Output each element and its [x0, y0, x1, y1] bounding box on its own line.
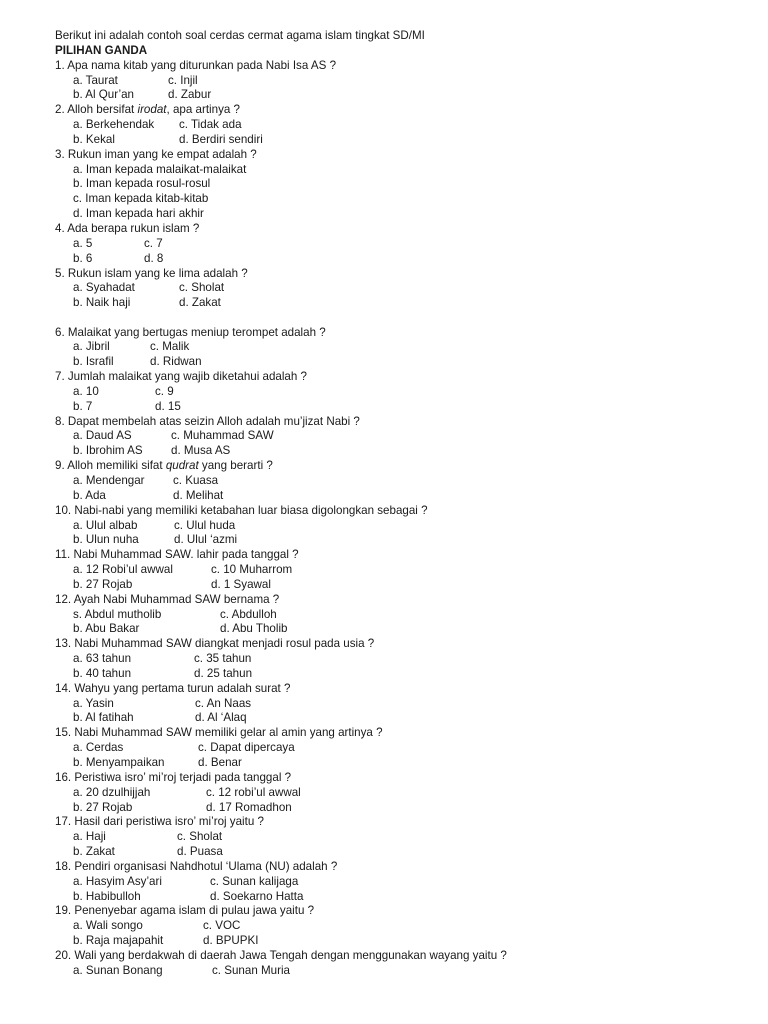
- answer-option: c. Sunan kalijaga: [210, 874, 299, 888]
- answer-option: b. Ulun nuha: [73, 533, 139, 547]
- answer-row: [55, 786, 755, 801]
- answer-option: d. Zabur: [168, 88, 212, 102]
- answer-option: b. Iman kepada rosul-rosul: [73, 177, 211, 191]
- answer-option: d. Zakat: [179, 296, 221, 310]
- question-list: [55, 59, 755, 979]
- question-text: 10. Nabi-nabi yang memiliki ketabahan luar biasa digolongkan sebagai ?: [55, 503, 428, 517]
- answer-option: d. Al ‘Alaq: [195, 711, 247, 725]
- question-text-part: , apa artinya ?: [166, 103, 240, 117]
- intro-text: Berikut ini adalah contoh soal cerdas cermat agama islam tingkat SD/MI: [55, 29, 425, 42]
- answer-option: c. Dapat dipercaya: [198, 741, 295, 755]
- answer-option: a. Yasin: [73, 696, 114, 710]
- answer-option: a. Cerdas: [73, 741, 124, 755]
- answer-option: b. Raja majapahit: [73, 934, 164, 948]
- answer-row: [55, 118, 755, 133]
- answer-row: [55, 444, 755, 459]
- answer-row: [55, 533, 755, 548]
- answer-option: b. Zakat: [73, 845, 115, 859]
- answer-row: [55, 281, 755, 296]
- answer-option: a. Ulul albab: [73, 518, 138, 532]
- answer-row: [55, 667, 755, 682]
- answer-option: b. 7: [73, 399, 93, 413]
- answer-option: d. Iman kepada hari akhir: [73, 207, 204, 221]
- answer-row: [55, 622, 755, 637]
- answer-option: a. Wali songo: [73, 919, 143, 933]
- answer-option: c. Tidak ada: [179, 118, 242, 132]
- answer-option: c. Sholat: [177, 830, 223, 844]
- answer-option: c. Iman kepada kitab-kitab: [73, 192, 209, 206]
- answer-option: c. Kuasa: [173, 473, 219, 487]
- question-text: 20. Wali yang berdakwah di daerah Jawa Tengah dengan menggunakan wayang yaitu ?: [55, 948, 507, 962]
- answer-row: [55, 801, 755, 816]
- answer-option: d. Soekarno Hatta: [210, 889, 304, 903]
- answer-option: b. 40 tahun: [73, 666, 132, 680]
- answer-row: [55, 563, 755, 578]
- answer-option: b. Israfil: [73, 355, 114, 369]
- answer-option: a. Hasyim Asy’ari: [73, 874, 162, 888]
- answer-option: b. 6: [73, 251, 93, 265]
- question-text: [55, 103, 755, 118]
- answer-row: [55, 474, 755, 489]
- question-text: 19. Penenyebar agama islam di pulau jawa yaitu ?: [55, 904, 315, 918]
- answer-option: d. 1 Syawal: [211, 577, 271, 591]
- answer-option: c. 12 robi’ul awwal: [206, 785, 301, 799]
- answer-option: d. 8: [144, 251, 164, 265]
- answer-row: [55, 163, 755, 178]
- question-text-part: yang berarti ?: [198, 459, 273, 473]
- answer-row: [55, 875, 755, 890]
- answer-option: d. Ridwan: [150, 355, 202, 369]
- question-text: 4. Ada berapa rukun islam ?: [55, 221, 200, 235]
- answer-option: a. Sunan Bonang: [73, 963, 163, 977]
- answer-option: d. 15: [155, 399, 181, 413]
- question-text: 7. Jumlah malaikat yang wajib diketahui adalah ?: [55, 370, 307, 384]
- answer-option: a. 5: [73, 236, 93, 250]
- answer-row: [55, 252, 755, 267]
- answer-option: c. Injil: [168, 73, 198, 87]
- question-text: 16. Peristiwa isro’ mi’roj terjadi pada tanggal ?: [55, 770, 292, 784]
- answer-option: d. Berdiri sendiri: [179, 132, 263, 146]
- answer-option: b. Ada: [73, 488, 106, 502]
- answer-option: b. Kekal: [73, 132, 115, 146]
- answer-option: a. Taurat: [73, 73, 118, 87]
- answer-row: [55, 400, 755, 415]
- answer-row: [55, 578, 755, 593]
- answer-option: b. Al fatihah: [73, 711, 134, 725]
- question-text: 11. Nabi Muhammad SAW. lahir pada tanggal ?: [55, 548, 299, 562]
- answer-row: [55, 74, 755, 89]
- answer-row: [55, 519, 755, 534]
- answer-option: d. BPUPKI: [203, 934, 259, 948]
- answer-row: [55, 429, 755, 444]
- answer-option: d. Melihat: [173, 488, 224, 502]
- answer-option: b. Ibrohim AS: [73, 444, 143, 458]
- answer-row: [55, 652, 755, 667]
- answer-option: b. 27 Rojab: [73, 577, 133, 591]
- answer-option: a. 20 dzulhijjah: [73, 785, 151, 799]
- answer-option: c. 7: [144, 236, 163, 250]
- answer-option: d. 25 tahun: [194, 666, 253, 680]
- answer-row: [55, 237, 755, 252]
- answer-option: c. VOC: [203, 919, 241, 933]
- document-page: [55, 29, 755, 979]
- answer-option: b. Naik haji: [73, 296, 131, 310]
- answer-option: a. Berkehendak: [73, 118, 155, 132]
- section-heading: PILIHAN GANDA: [55, 43, 148, 57]
- answer-option: c. 35 tahun: [194, 652, 252, 666]
- answer-row: [55, 890, 755, 905]
- answer-option: c. Abdulloh: [220, 607, 277, 621]
- question-text: [55, 459, 755, 474]
- answer-row: [55, 711, 755, 726]
- answer-row: [55, 177, 755, 192]
- answer-row: [55, 133, 755, 148]
- answer-row: [55, 964, 755, 979]
- question-text: 8. Dapat membelah atas seizin Alloh adalah mu’jizat Nabi ?: [55, 414, 360, 428]
- answer-option: a. Haji: [73, 830, 106, 844]
- answer-option: c. Muhammad SAW: [171, 429, 274, 443]
- answer-option: c. Sunan Muria: [212, 963, 290, 977]
- answer-row: [55, 697, 755, 712]
- answer-option: c. Sholat: [179, 281, 225, 295]
- question-text: 17. Hasil dari peristiwa isro’ mi’roj yaitu ?: [55, 815, 264, 829]
- question-italic-term: irodat: [137, 103, 167, 117]
- answer-option: d. Ulul ‘azmi: [174, 533, 238, 547]
- answer-option: c. 10 Muharrom: [211, 563, 293, 577]
- answer-row: [55, 608, 755, 623]
- answer-row: [55, 88, 755, 103]
- answer-option: a. 12 Robi’ul awwal: [73, 563, 173, 577]
- question-text-part: 9. Alloh memiliki sifat: [55, 459, 166, 473]
- question-text: 13. Nabi Muhammad SAW diangkat menjadi rosul pada usia ?: [55, 637, 375, 651]
- answer-row: [55, 741, 755, 756]
- answer-option: a. Iman kepada malaikat-malaikat: [73, 162, 247, 176]
- answer-option: d. 17 Romadhon: [206, 800, 292, 814]
- answer-row: [55, 207, 755, 222]
- answer-option: c. 9: [155, 384, 174, 398]
- answer-option: c. Malik: [150, 340, 190, 354]
- answer-row: [55, 489, 755, 504]
- question-text: 14. Wahyu yang pertama turun adalah surat ?: [55, 681, 291, 695]
- answer-row: [55, 192, 755, 207]
- answer-option: a. Syahadat: [73, 281, 135, 295]
- answer-option: d. Musa AS: [171, 444, 231, 458]
- question-text: 6. Malaikat yang bertugas meniup terompet adalah ?: [55, 325, 326, 339]
- answer-row: [55, 756, 755, 771]
- answer-option: b. Abu Bakar: [73, 622, 140, 636]
- answer-option: b. 27 Rojab: [73, 800, 133, 814]
- question-text-part: 2. Alloh bersifat: [55, 103, 138, 117]
- answer-row: [55, 934, 755, 949]
- answer-option: b. Menyampaikan: [73, 756, 165, 769]
- answer-row: [55, 385, 755, 400]
- answer-option: a. 63 tahun: [73, 652, 132, 666]
- answer-row: [55, 355, 755, 370]
- answer-option: d. Benar: [198, 756, 242, 769]
- answer-option: a. 10: [73, 384, 99, 398]
- answer-row: [55, 830, 755, 845]
- question-text: 1. Apa nama kitab yang diturunkan pada Nabi Isa AS ?: [55, 58, 337, 72]
- question-text: 12. Ayah Nabi Muhammad SAW bernama ?: [55, 592, 280, 606]
- answer-option: d. Abu Tholib: [220, 622, 288, 636]
- answer-option: c. Ulul huda: [174, 518, 236, 532]
- question-text: 15. Nabi Muhammad SAW memiliki gelar al amin yang artinya ?: [55, 726, 383, 740]
- answer-option: c. An Naas: [195, 696, 252, 710]
- blank-line: [55, 311, 755, 326]
- answer-option: s. Abdul mutholib: [73, 607, 162, 621]
- answer-row: [55, 340, 755, 355]
- answer-option: a. Jibril: [73, 340, 110, 354]
- answer-option: a. Daud AS: [73, 429, 132, 443]
- answer-option: b. Al Qur’an: [73, 88, 135, 102]
- answer-row: [55, 845, 755, 860]
- answer-row: [55, 919, 755, 934]
- answer-row: [55, 296, 755, 311]
- question-italic-term: qudrat: [165, 459, 199, 473]
- question-text: 3. Rukun iman yang ke empat adalah ?: [55, 147, 257, 161]
- question-text: 18. Pendiri organisasi Nahdhotul ‘Ulama (NU) adalah ?: [55, 859, 338, 873]
- answer-option: b. Habibulloh: [73, 889, 141, 903]
- question-text: 5. Rukun islam yang ke lima adalah ?: [55, 266, 248, 280]
- answer-option: d. Puasa: [177, 845, 223, 859]
- answer-option: a. Mendengar: [73, 473, 145, 487]
